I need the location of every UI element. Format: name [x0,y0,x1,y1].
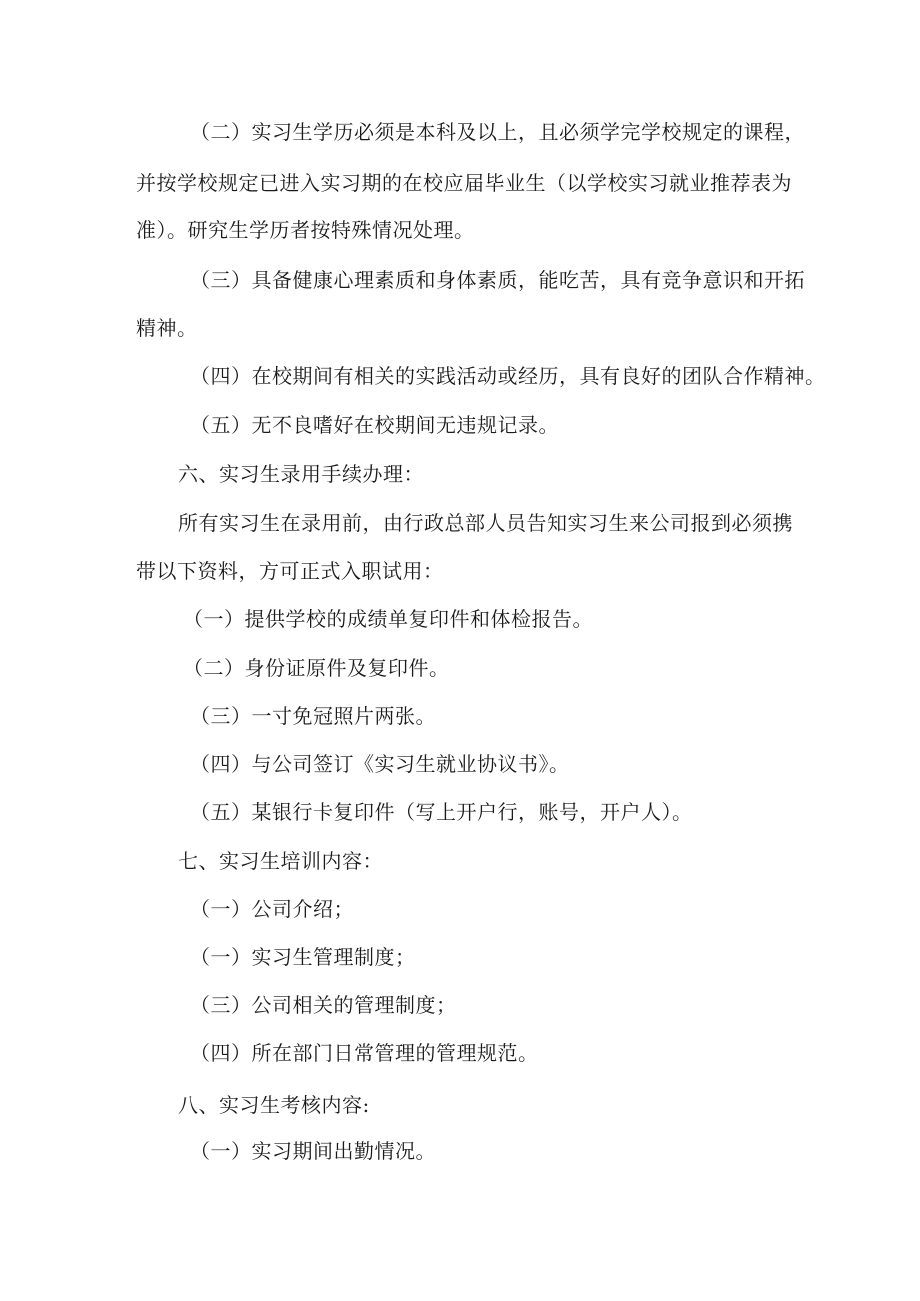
paragraph-line: （五）无不良嗜好在校期间无违规记录。 [190,413,559,437]
paragraph-line: 精神。 [136,316,198,340]
paragraph-line: （三）具备健康心理素质和身体素质，能吃苦，具有竞争意识和开拓 [190,268,805,292]
list-item: （二）身份证原件及复印件。 [183,656,450,680]
paragraph-line: 准）。研究生学历者按特殊情况处理。 [136,218,475,242]
list-item: （四）与公司签订《实习生就业协议书》。 [190,752,570,776]
section-heading: 六、实习生录用手续办理： [178,462,424,486]
list-item: （五）某银行卡复印件（写上开户行，账号，开户人）。 [190,800,693,824]
list-item: （一）公司介绍； [190,897,354,921]
paragraph-line: （四）在校期间有相关的实践活动或经历，具有良好的团队合作精神。 [190,364,826,388]
list-item: （四）所在部门日常管理的管理规范。 [190,1041,539,1065]
paragraph-line: （二）实习生学历必须是本科及以上，且必须学完学校规定的课程， [190,120,805,144]
list-item: （三）一寸免冠照片两张。 [190,704,436,728]
list-item: （一）提供学校的成绩单复印件和体检报告。 [183,607,593,631]
section-heading: 七、实习生培训内容： [178,849,383,873]
paragraph-line: 带以下资料，方可正式入职试用： [136,559,444,583]
paragraph-line: 所有实习生在录用前，由行政总部人员告知实习生来公司报到必须携 [178,511,793,535]
list-item: （一）实习期间出勤情况。 [190,1139,436,1163]
list-item: （三）公司相关的管理制度； [190,993,457,1017]
paragraph-line: 并按学校规定已进入实习期的在校应届毕业生（以学校实习就业推荐表为 [136,171,792,195]
section-heading: 八、实习生考核内容: [178,1093,370,1117]
list-item: （一）实习生管理制度； [190,945,416,969]
